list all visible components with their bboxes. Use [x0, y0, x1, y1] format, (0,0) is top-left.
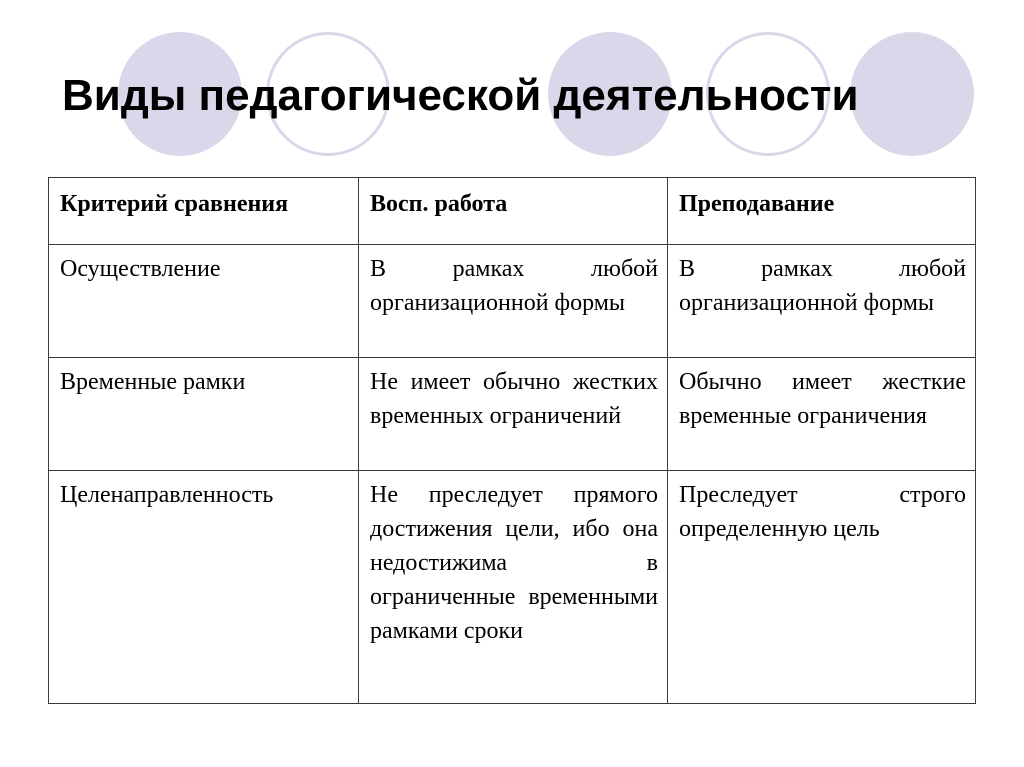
table-row	[49, 358, 976, 471]
comparison-table	[48, 177, 976, 704]
slide-title: Виды педагогической деятельности	[62, 71, 859, 120]
decor-circle-3	[850, 32, 974, 156]
row-teaching: В рамках любой организационной формы	[668, 245, 976, 358]
table-row	[49, 245, 976, 358]
row-criterion: Осуществление	[49, 245, 359, 358]
row-teaching: Обычно имеет жесткие временные ограничения	[668, 358, 976, 471]
header-educational-work: Восп. работа	[359, 178, 668, 245]
header-teaching: Преподавание	[668, 178, 976, 245]
table-header-row	[49, 178, 976, 245]
table-row	[49, 471, 976, 704]
row-educational-work: Не преследует прямого достижения цели, ибо она недостижима в ограниченные временными рамками сроки	[359, 471, 668, 704]
row-criterion: Временные рамки	[49, 358, 359, 471]
row-criterion: Целенаправленность	[49, 471, 359, 704]
header-criterion: Критерий сравнения	[49, 178, 359, 245]
row-teaching: Преследует строго определенную цель	[668, 471, 976, 704]
row-educational-work: В рамках любой организационной формы	[359, 245, 668, 358]
row-educational-work: Не имеет обычно жестких временных ограничений	[359, 358, 668, 471]
